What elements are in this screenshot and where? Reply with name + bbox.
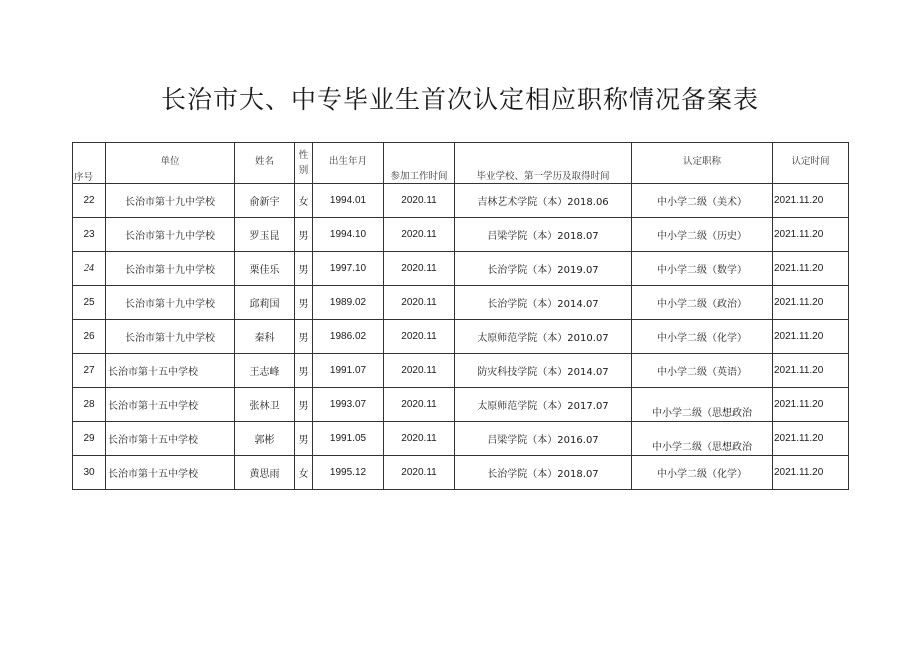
table-row xyxy=(73,184,849,218)
cell-unit: 长治市第十九中学校 xyxy=(106,252,235,286)
cell-unit: 长治市第十五中学校 xyxy=(106,388,235,422)
cell-name: 王志峰 xyxy=(235,354,295,388)
cell-cert-date: 2021.11.20 xyxy=(773,252,849,286)
cell-title-rank: 中小学二级（英语） xyxy=(632,354,773,388)
header-work-start: 参加工作时间 xyxy=(384,143,455,184)
cell-unit: 长治市第十五中学校 xyxy=(106,354,235,388)
table-row xyxy=(73,422,849,456)
cell-unit: 长治市第十九中学校 xyxy=(106,218,235,252)
cell-no: 22 xyxy=(73,184,106,218)
cell-name: 栗佳乐 xyxy=(235,252,295,286)
table-header-row xyxy=(73,143,849,184)
header-gender xyxy=(295,143,313,184)
cell-title-rank: 中小学二级（历史） xyxy=(632,218,773,252)
cell-cert-date: 2021.11.20 xyxy=(773,354,849,388)
table-row xyxy=(73,456,849,490)
header-gender-line1: 性 xyxy=(298,150,309,161)
cell-cert-date: 2021.11.20 xyxy=(773,456,849,490)
cell-birth: 1993.07 xyxy=(313,388,384,422)
cell-birth: 1995.12 xyxy=(313,456,384,490)
cell-name: 邱莉国 xyxy=(235,286,295,320)
cell-title-rank: 中小学二级（思想政治 xyxy=(632,422,773,456)
cell-gender: 男 xyxy=(295,218,313,252)
cell-name: 郭彬 xyxy=(235,422,295,456)
cell-unit: 长治市第十五中学校 xyxy=(106,456,235,490)
table-row xyxy=(73,252,849,286)
table-row xyxy=(73,286,849,320)
header-education: 毕业学校、第一学历及取得时间 xyxy=(455,143,632,184)
cell-title-rank: 中小学二级（美术） xyxy=(632,184,773,218)
cell-gender: 女 xyxy=(295,184,313,218)
cell-cert-date: 2021.11.20 xyxy=(773,184,849,218)
cell-cert-date: 2021.11.20 xyxy=(773,320,849,354)
table-row xyxy=(73,320,849,354)
cell-name: 秦科 xyxy=(235,320,295,354)
cell-birth: 1991.05 xyxy=(313,422,384,456)
cell-birth: 1994.01 xyxy=(313,184,384,218)
cell-work-start: 2020.11 xyxy=(384,286,455,320)
cell-education: 长治学院（本）2019.07 xyxy=(455,252,632,286)
header-name: 姓名 xyxy=(235,143,295,184)
header-gender-line2: 别 xyxy=(298,165,309,176)
page-title: 长治市大、中专毕业生首次认定相应职称情况备案表 xyxy=(160,85,759,114)
cell-unit: 长治市第十九中学校 xyxy=(106,320,235,354)
cell-work-start: 2020.11 xyxy=(384,218,455,252)
cell-no: 25 xyxy=(73,286,106,320)
cell-work-start: 2020.11 xyxy=(384,320,455,354)
cell-work-start: 2020.11 xyxy=(384,354,455,388)
cell-no: 29 xyxy=(73,422,106,456)
cell-education: 吕梁学院（本）2018.07 xyxy=(455,218,632,252)
cell-unit: 长治市第十五中学校 xyxy=(106,422,235,456)
header-birth: 出生年月 xyxy=(313,143,384,184)
cell-name: 张林卫 xyxy=(235,388,295,422)
cell-work-start: 2020.11 xyxy=(384,422,455,456)
cell-unit: 长治市第十九中学校 xyxy=(106,286,235,320)
cell-cert-date: 2021.11.20 xyxy=(773,286,849,320)
cell-cert-date: 2021.11.20 xyxy=(773,388,849,422)
cell-education: 长治学院（本）2018.07 xyxy=(455,456,632,490)
cell-education: 太原师范学院（本）2017.07 xyxy=(455,388,632,422)
cell-education: 太原师范学院（本）2010.07 xyxy=(455,320,632,354)
cell-title-rank: 中小学二级（化学） xyxy=(632,456,773,490)
cell-title-rank: 中小学二级（思想政治 xyxy=(632,388,773,422)
cell-cert-date: 2021.11.20 xyxy=(773,422,849,456)
cell-cert-date: 2021.11.20 xyxy=(773,218,849,252)
cell-gender: 男 xyxy=(295,252,313,286)
cell-name: 黄思雨 xyxy=(235,456,295,490)
cell-name: 俞新宇 xyxy=(235,184,295,218)
cell-education: 长治学院（本）2014.07 xyxy=(455,286,632,320)
cell-title-rank: 中小学二级（政治） xyxy=(632,286,773,320)
table-row xyxy=(73,388,849,422)
cell-work-start: 2020.11 xyxy=(384,456,455,490)
cell-birth: 1997.10 xyxy=(313,252,384,286)
cell-gender: 男 xyxy=(295,354,313,388)
cell-no: 23 xyxy=(73,218,106,252)
cell-no: 30 xyxy=(73,456,106,490)
cell-no: 28 xyxy=(73,388,106,422)
cell-title-rank: 中小学二级（数学） xyxy=(632,252,773,286)
table-row xyxy=(73,354,849,388)
cell-birth: 1991.07 xyxy=(313,354,384,388)
cell-no: 27 xyxy=(73,354,106,388)
cell-birth: 1989.02 xyxy=(313,286,384,320)
cell-name: 罗玉昆 xyxy=(235,218,295,252)
header-cert-date: 认定时间 xyxy=(773,143,849,184)
cell-gender: 男 xyxy=(295,320,313,354)
cell-work-start: 2020.11 xyxy=(384,388,455,422)
cell-gender: 女 xyxy=(295,456,313,490)
header-no: 序号 xyxy=(73,143,106,184)
cell-birth: 1986.02 xyxy=(313,320,384,354)
record-table xyxy=(72,142,849,490)
header-title-rank: 认定职称 xyxy=(632,143,773,184)
table-row xyxy=(73,218,849,252)
cell-gender: 男 xyxy=(295,388,313,422)
cell-work-start: 2020.11 xyxy=(384,252,455,286)
cell-education: 吕梁学院（本）2016.07 xyxy=(455,422,632,456)
cell-education: 防灾科技学院（本）2014.07 xyxy=(455,354,632,388)
cell-gender: 男 xyxy=(295,286,313,320)
cell-no: 26 xyxy=(73,320,106,354)
cell-work-start: 2020.11 xyxy=(384,184,455,218)
cell-education: 吉林艺术学院（本）2018.06 xyxy=(455,184,632,218)
header-unit: 单位 xyxy=(106,143,235,184)
cell-no: 24 xyxy=(73,252,106,286)
cell-birth: 1994.10 xyxy=(313,218,384,252)
cell-unit: 长治市第十九中学校 xyxy=(106,184,235,218)
cell-gender: 男 xyxy=(295,422,313,456)
cell-title-rank: 中小学二级（化学） xyxy=(632,320,773,354)
